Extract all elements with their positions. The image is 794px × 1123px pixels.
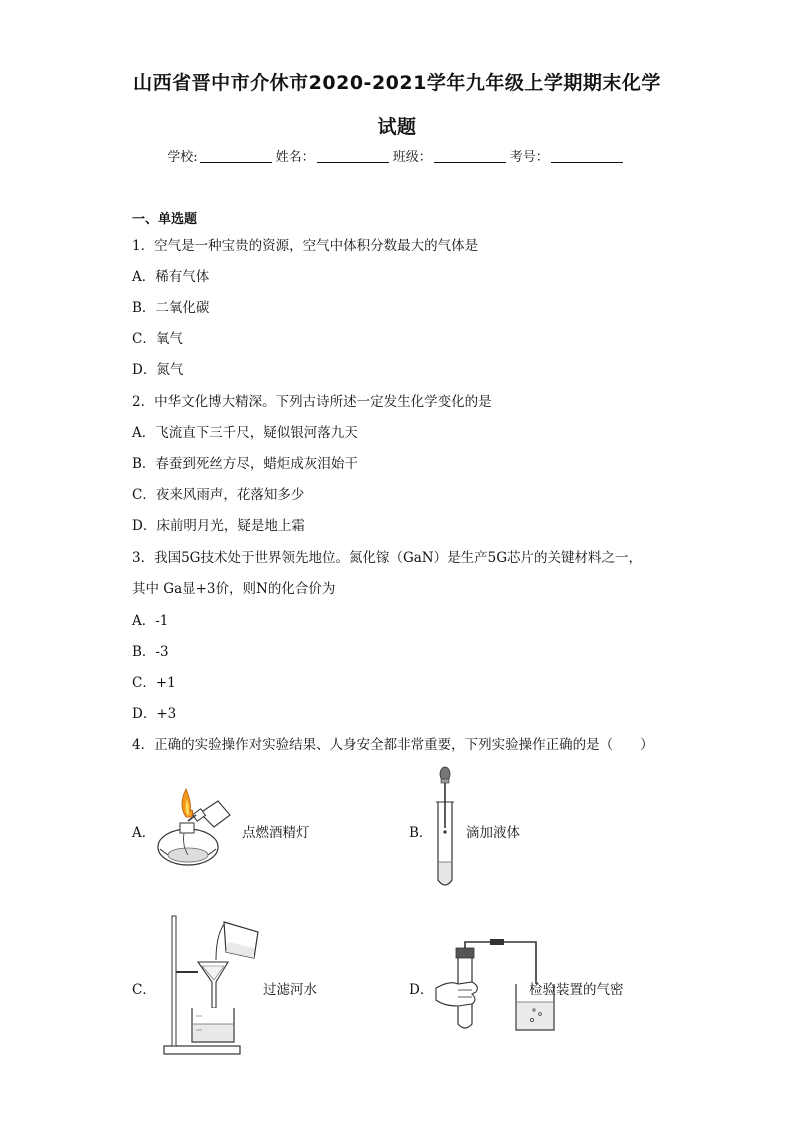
class-label: 班级： bbox=[392, 150, 432, 165]
question-3-option-b: B．-3 bbox=[132, 644, 169, 660]
question-1-option-c: C．氧气 bbox=[132, 331, 183, 347]
question-3-option-a: A．-1 bbox=[132, 613, 169, 629]
school-blank[interactable] bbox=[200, 162, 272, 163]
question-2-option-a: A．飞流直下三千尺，疑似银河落九天 bbox=[132, 425, 358, 441]
question-1-option-a: A．稀有气体 bbox=[132, 269, 210, 285]
question-2-option-c: C．夜来风雨声，花落知多少 bbox=[132, 487, 305, 503]
dropper-test-tube-icon bbox=[428, 766, 462, 892]
question-4-option-a-letter: A． bbox=[132, 825, 156, 841]
page-title: 山西省晋中市介休市2020-2021学年九年级上学期期末化学 bbox=[133, 72, 661, 94]
question-3-stem-line2: 其中 Ga显+3价，则N的化合价为 bbox=[132, 581, 336, 597]
question-4-option-c-letter: C． bbox=[132, 982, 156, 998]
question-4-stem: 4．正确的实验操作对实验结果、人身安全都非常重要，下列实验操作正确的是（ ） bbox=[132, 737, 654, 753]
page-title-continued: 试题 bbox=[377, 116, 417, 138]
name-label: 姓名： bbox=[275, 150, 315, 165]
question-4-option-d-letter: D． bbox=[409, 982, 434, 998]
section-heading: 一、单选题 bbox=[132, 212, 198, 227]
question-1-option-d: D．氮气 bbox=[132, 362, 184, 378]
question-4-option-a-caption: 点燃酒精灯 bbox=[242, 825, 310, 841]
question-2-stem: 2．中华文化博大精深。下列古诗所述一定发生化学变化的是 bbox=[132, 394, 492, 410]
question-2-option-b: B．春蚕到死丝方尽，蜡炬成灰泪始干 bbox=[132, 456, 358, 472]
question-3-stem-line1: 3．我国5G技术处于世界领先地位。氮化镓（GaN）是生产5G芯片的关键材料之一， bbox=[132, 550, 642, 566]
student-info-line bbox=[0, 146, 794, 165]
question-4-option-c-caption: 过滤河水 bbox=[263, 982, 317, 998]
exam-no-blank[interactable] bbox=[551, 162, 623, 163]
name-blank[interactable] bbox=[317, 162, 389, 163]
question-4-option-d-caption: 检验装置的气密 bbox=[529, 982, 624, 998]
exam-no-label: 考号： bbox=[509, 150, 549, 165]
question-3-option-c: C．+1 bbox=[132, 675, 176, 691]
alcohol-lamp-icon bbox=[154, 785, 236, 875]
question-4-option-b-letter: B． bbox=[409, 825, 433, 841]
filtration-apparatus-icon bbox=[162, 912, 264, 1058]
school-label: 学校: bbox=[167, 150, 198, 165]
question-2-option-d: D．床前明月光，疑是地上霜 bbox=[132, 518, 305, 534]
class-blank[interactable] bbox=[434, 162, 506, 163]
question-1-stem: 1．空气是一种宝贵的资源，空气中体积分数最大的气体是 bbox=[132, 238, 479, 254]
question-1-option-b: B．二氧化碳 bbox=[132, 300, 210, 316]
question-3-option-d: D．+3 bbox=[132, 706, 177, 722]
question-4-option-b-caption: 滴加液体 bbox=[466, 825, 520, 841]
